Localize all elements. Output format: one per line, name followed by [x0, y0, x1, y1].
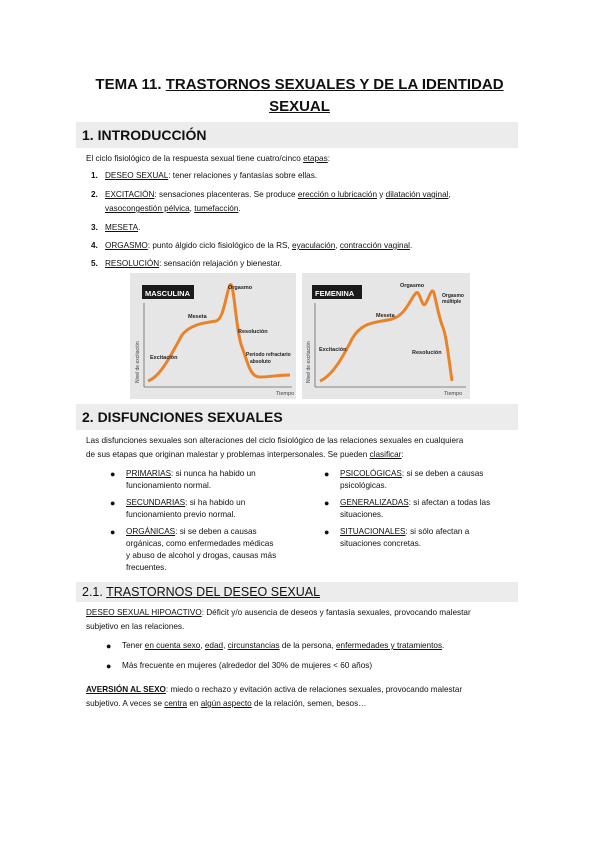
left-excitacion-label: Excitación [150, 355, 178, 361]
hipoactivo-term: DESEO SEXUAL HIPOACTIVO [86, 608, 202, 617]
list-item [324, 526, 530, 550]
list-text: frecuentes. [126, 563, 167, 572]
left-y-label: Nivel de excitación [135, 341, 141, 383]
bullet-icon: ● [324, 527, 330, 537]
left-x-label: Tiempo [276, 391, 295, 397]
paragraph-text: de la relación, semen, besos… [251, 699, 367, 708]
list-text: situaciones concretas. [340, 539, 422, 548]
subsection-title: TRASTORNOS DEL DESEO SEXUAL [106, 585, 321, 599]
list-text: : si se deben a causas [401, 469, 484, 478]
right-excitacion-label: Excitación [319, 347, 347, 353]
subsection-heading-deseo [76, 582, 518, 602]
list-text: Más frecuente en mujeres (alrededor del 30% de mujeres < 60 años) [122, 661, 373, 670]
aversion-term: AVERSIÓN AL SEXO [86, 685, 166, 694]
section-heading-text: 1. INTRODUCCIÓN [82, 127, 207, 143]
list-item [91, 223, 141, 232]
section-heading-introduccion [76, 122, 518, 148]
right-x-label: Tiempo [444, 391, 463, 397]
list-text: : sensación relajación y bienestar. [159, 259, 283, 268]
paragraph-text: subjetivo. A veces se [86, 699, 165, 708]
list-text: y abuso de alcohol y drogas, causas más [126, 551, 277, 560]
list-item [91, 190, 451, 199]
subsection-number: 2.1. [82, 585, 103, 599]
list-term: EXCITACIÓN [105, 190, 155, 199]
list-item [91, 171, 318, 180]
list-term: PRIMARIAS [126, 469, 172, 478]
list-item [110, 526, 326, 574]
clasificar-link: clasificar [369, 450, 402, 459]
hipoactivo-paragraph [86, 606, 471, 634]
title-prefix: TEMA 11. [95, 76, 162, 93]
list-underlined: erección o lubricación [297, 190, 378, 199]
paragraph-text: : miedo o rechazo y evitación activa de relaciones sexuales, provocando malestar [165, 685, 463, 694]
list-underlined: tumefacción [194, 204, 239, 213]
bullet-icon: ● [110, 527, 116, 537]
right-resolucion-label: Resolución [412, 350, 442, 356]
list-text: Tener [122, 641, 145, 650]
list-item [110, 497, 326, 521]
bullet-icon: ● [110, 498, 116, 508]
right-multiple-label1: Orgasmo [442, 293, 464, 299]
list-number: 5. [91, 259, 98, 268]
list-item [91, 259, 283, 268]
left-refract-label2: absoluto [250, 359, 271, 365]
right-y-label: Nivel de excitación [306, 341, 312, 383]
list-text: situaciones. [340, 510, 384, 519]
list-underlined: edad [204, 641, 224, 650]
intro-paragraph [86, 152, 330, 166]
masculine-tag: MASCULINA [145, 289, 190, 298]
section-heading-disfunciones [76, 404, 518, 430]
intro-text: El ciclo fisiológico de la respuesta sexual tiene cuatro/cinco [86, 154, 304, 163]
paragraph-line [86, 606, 471, 620]
left-refract-label1: Periodo refractario [246, 352, 291, 358]
list-underlined: enfermedades y tratamientos [336, 641, 443, 650]
aversion-paragraph [86, 683, 462, 711]
list-item [91, 241, 413, 250]
bullet-icon: ● [106, 661, 112, 671]
bullet-icon: ● [324, 469, 330, 479]
list-text: , [200, 641, 205, 650]
list-text: funcionamiento previo normal. [126, 510, 236, 519]
list-underlined: eyaculación [292, 241, 336, 250]
list-text: : si afectan a todas las [408, 498, 491, 507]
right-meseta-label: Meseta [376, 313, 395, 319]
bullet-icon: ● [324, 498, 330, 508]
list-term: ORGÁNICAS [126, 527, 176, 536]
list-text: psicológicas. [340, 481, 387, 490]
paragraph-text: de sus etapas que originan malestar y problemas interpersonales. Se pueden [86, 450, 370, 459]
left-orgasmo-label: Orgasmo [228, 285, 253, 291]
right-multiple-label2: múltiple [442, 299, 462, 305]
left-resolucion-label: Resolución [238, 329, 268, 335]
list-item [324, 497, 530, 521]
list-number: 1. [91, 171, 98, 180]
list-text: de la persona, [279, 641, 336, 650]
paragraph-line [86, 448, 526, 462]
sexual-response-figure [130, 273, 470, 399]
feminine-tag: FEMENINA [315, 289, 355, 298]
list-item [110, 468, 326, 492]
list-number: 2. [91, 190, 98, 199]
list-item [106, 660, 373, 672]
list-item-continuation [105, 204, 241, 213]
list-text: : si nunca ha habido un [171, 469, 256, 478]
list-text: . [409, 241, 413, 250]
bullet-icon: ● [110, 469, 116, 479]
list-underlined: en cuenta sexo [144, 641, 201, 650]
paragraph-line [86, 697, 462, 711]
list-underlined: circunstancias [227, 641, 280, 650]
list-item [106, 640, 445, 652]
paragraph-line [86, 683, 462, 697]
list-text: , [335, 241, 340, 250]
list-underlined: dilatación vaginal [385, 190, 449, 199]
bullet-icon: ● [106, 641, 112, 651]
list-text: , [448, 190, 451, 199]
list-term: PSICOLÓGICAS [340, 469, 402, 478]
response-curves-svg [130, 273, 470, 399]
list-term: DESEO SEXUAL [105, 171, 169, 180]
list-text: : si ha habido un [185, 498, 246, 507]
paragraph-line: Las disfunciones sexuales son alteraciones del ciclo fisiológico de las relaciones sexuales en cualquiera [86, 436, 464, 445]
disfunciones-paragraph [86, 434, 526, 462]
paragraph-line: subjetivo en las relaciones. [86, 622, 185, 631]
list-text: : sensaciones placenteras. Se produce [154, 190, 298, 199]
intro-colon: : [327, 154, 330, 163]
list-item [324, 468, 530, 492]
right-orgasmo-label: Orgasmo [400, 283, 425, 289]
list-number: 4. [91, 241, 98, 250]
list-term: ORGASMO [105, 241, 148, 250]
paragraph-text: : Déficit y/o ausencia de deseos y fantasía sexuales, provocando malestar [201, 608, 471, 617]
list-text: : si sólo afectan a [405, 527, 470, 536]
list-term: SECUNDARIAS [126, 498, 186, 507]
list-text: : si se deben a causas [175, 527, 257, 536]
list-text: orgánicas, como enfermedades médicas [126, 539, 274, 548]
page-title [60, 74, 539, 118]
list-text: , [223, 641, 228, 650]
list-term: RESOLUCIÓN [105, 259, 160, 268]
list-number: 3. [91, 223, 98, 232]
list-text: , [189, 204, 195, 213]
list-term: GENERALIZADAS [340, 498, 409, 507]
list-text: y [377, 190, 386, 199]
list-text: funcionamiento normal. [126, 481, 212, 490]
underlined-text: centra [164, 699, 188, 708]
section-heading-text: 2. DISFUNCIONES SEXUALES [82, 409, 283, 425]
paragraph-text: : [401, 450, 404, 459]
list-term: SITUACIONALES [340, 527, 406, 536]
list-term: MESETA [105, 223, 139, 232]
list-text: : punto álgido ciclo fisiológico de la RS, [147, 241, 293, 250]
list-underlined: contracción vaginal [339, 241, 410, 250]
title-line1: TRASTORNOS SEXUALES Y DE LA IDENTIDAD [165, 76, 504, 93]
title-line2: SEXUAL [269, 98, 330, 115]
list-text: : tener relaciones y fantasías sobre ellas. [168, 171, 318, 180]
underlined-text: algún aspecto [200, 699, 252, 708]
list-text: . [238, 204, 241, 213]
list-text: . [138, 223, 141, 232]
left-meseta-label: Meseta [188, 314, 207, 320]
paragraph-text: en [187, 699, 201, 708]
intro-etapas-link: etapas [303, 154, 328, 163]
list-underlined: vasocongestión pélvica [105, 204, 190, 213]
list-text: . [442, 641, 445, 650]
